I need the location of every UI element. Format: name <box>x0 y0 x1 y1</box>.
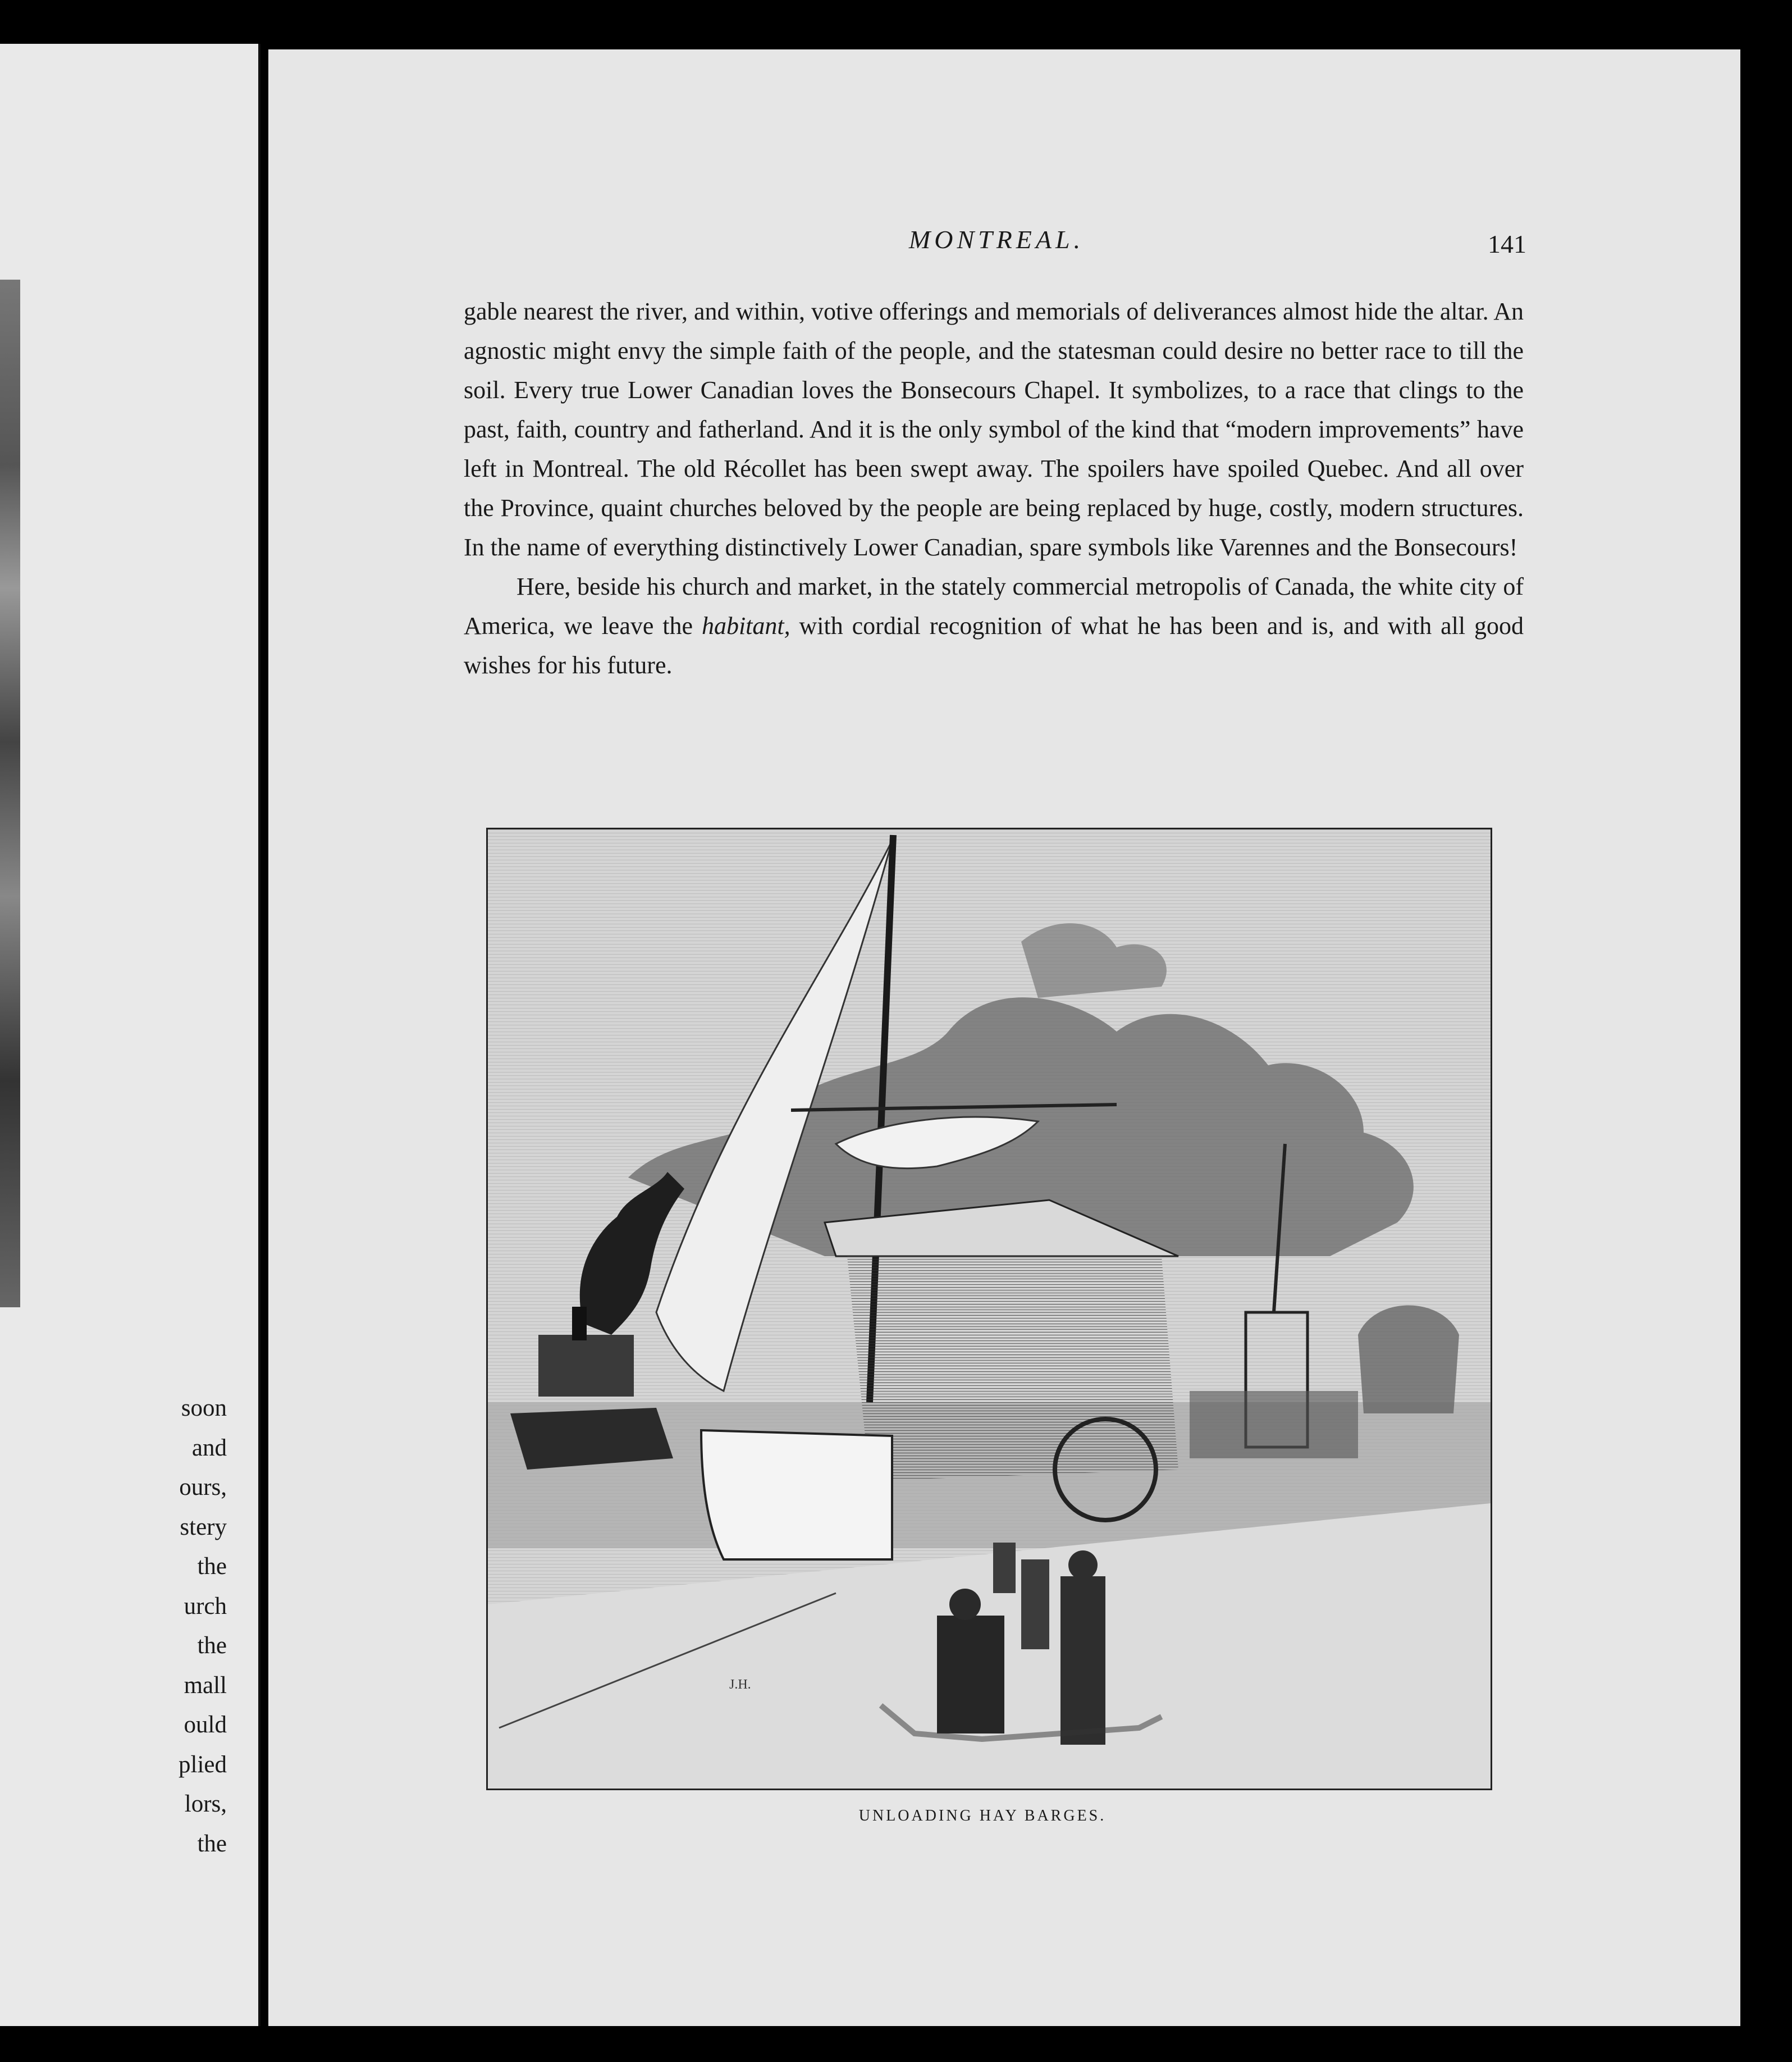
facing-line: the <box>197 1553 227 1580</box>
facing-line: ours, <box>179 1474 227 1500</box>
tugboat-cabin <box>538 1335 634 1397</box>
facing-line: ould <box>184 1712 227 1738</box>
page-number: 141 <box>1488 230 1526 258</box>
facing-line: lors, <box>184 1791 227 1817</box>
facing-line: mall <box>184 1672 227 1699</box>
barge-hull <box>701 1430 892 1559</box>
facing-line: plied <box>179 1751 227 1778</box>
facing-line: stery <box>180 1513 227 1540</box>
figure-standing-man <box>1060 1550 1105 1745</box>
engraver-signature: J.H. <box>729 1677 751 1692</box>
paragraph-text: with cordial recognition of what he has been and is, and with all good wishes for his future. <box>464 612 1524 679</box>
facing-page <box>0 44 260 2026</box>
hay <box>847 1256 1178 1481</box>
facing-page-text <box>179 1389 227 1864</box>
facing-line: the <box>197 1830 227 1857</box>
illustration-caption: UNLOADING HAY BARGES. <box>858 1807 1107 1824</box>
paragraph-text: Here, beside his church and market, in the stately commercial metropolis of Canada, the white city of America, we leave the <box>464 573 1524 640</box>
facing-line: the <box>197 1632 227 1659</box>
engraving-illustration <box>486 828 1492 1790</box>
facing-line: and <box>191 1434 227 1461</box>
running-head: MONTREAL. <box>908 225 1085 254</box>
paragraph <box>464 567 1524 685</box>
paragraph: gable nearest the river, and within, votive offerings and memorials of deliverances almost hide the altar. An agnostic might envy the simple faith of the people, and the statesman could desire no better race to till the soil. Every true Lower Canadian loves the Bonsecours Chapel. It symbolizes, to a race that clings to the past, faith, country and fatherland. And it is the only symbol of the kind that “modern improvements” have left in Montreal. The old Récollet has been swept away. The spoilers have spoiled Quebec. And all over the Province, quaint churches beloved by the people are being replaced by huge, costly, modern structures. In the name of everything distinctively Lower Canadian, spare symbols like Varennes and the Bonsecours! <box>464 298 1524 561</box>
facing-page-illustration-edge <box>0 280 20 1307</box>
body-text <box>464 292 1524 685</box>
facing-line: soon <box>181 1395 227 1421</box>
italic-term: habitant, <box>701 612 790 640</box>
facing-line: urch <box>184 1593 227 1620</box>
